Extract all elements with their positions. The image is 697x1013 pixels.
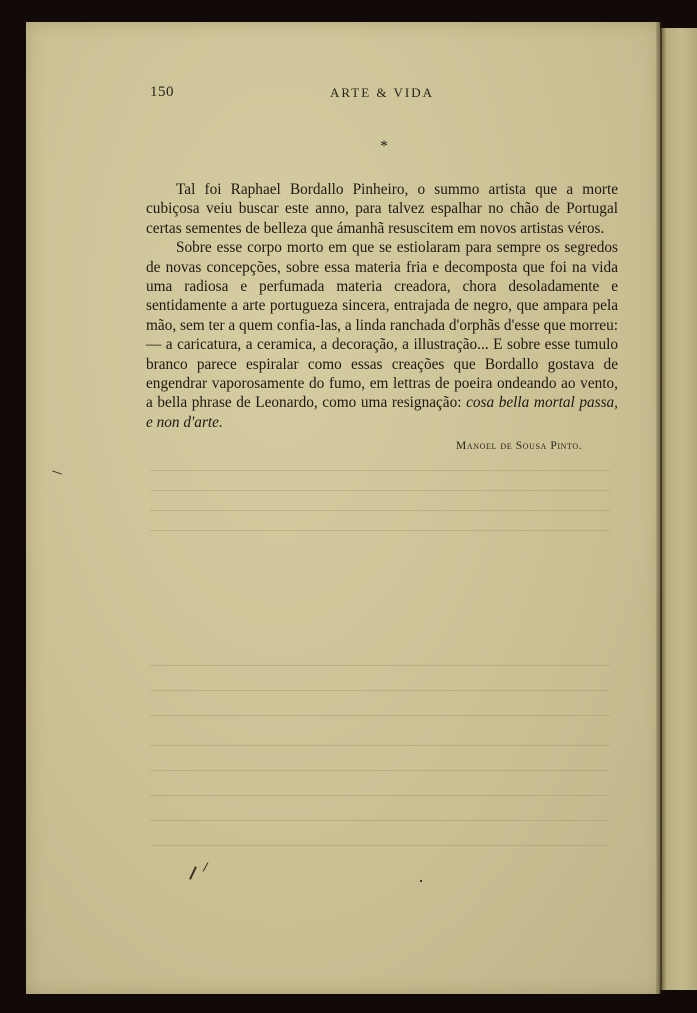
paragraph-1: Tal foi Raphael Bordallo Pinheiro, o summo artista que a morte cubiçosa veiu buscar este anno, para talvez espalhar no chão de Portugal certas sementes de belleza que ámanhã resuscitem em novos artistas véros. (146, 181, 618, 237)
page-number: 150 (150, 84, 174, 100)
bleed-through-line (150, 795, 610, 796)
book-page (26, 22, 660, 994)
bleed-through-line (150, 770, 610, 771)
running-title: ARTE & VIDA (330, 85, 435, 100)
page-header (150, 84, 620, 104)
facing-page-edge (660, 28, 697, 990)
bleed-through-line (150, 530, 610, 531)
bleed-through-line (150, 745, 610, 746)
author-signature: Manoel de Sousa Pinto. (456, 440, 583, 452)
article-body (146, 180, 618, 432)
bleed-through-line (150, 470, 610, 471)
bleed-through-line (150, 690, 610, 691)
closing-quote: cosa bella mortal passa, e non d'arte. (146, 394, 618, 431)
bleed-through-line (150, 845, 610, 846)
bleed-through-line (150, 820, 610, 821)
paragraph-2 (146, 238, 618, 432)
section-asterisk: * (380, 138, 388, 155)
bleed-through-line (150, 665, 610, 666)
bleed-through-line (150, 510, 610, 511)
bleed-through-line (150, 715, 610, 716)
ink-speck (420, 880, 422, 882)
bleed-through-line (150, 490, 610, 491)
paragraph-2-text: Sobre esse corpo morto em que se estiolaram para sempre os segredos de novas concepções, sobre essa materia fria e decomposta que foi na vida uma radiosa e perfumada materia creadora, chora desoladamente e sentidamente a arte portugueza sincera, entrajada de negro, que ampara pela mão, sem ter a quem confia-las, a linda ranchada d'orphãs d'esse que morreu: — a caricatura, a ceramica, a decoração, a illustração... E sobre esse tumulo branco parece espiralar como essas creações que Bordallo gostava de engendrar vaporosamente do fumo, em lettras de poeira ondeando ao vento, a bella phrase de Leonardo, como uma resignação: (146, 239, 618, 412)
page-gutter (656, 22, 662, 994)
